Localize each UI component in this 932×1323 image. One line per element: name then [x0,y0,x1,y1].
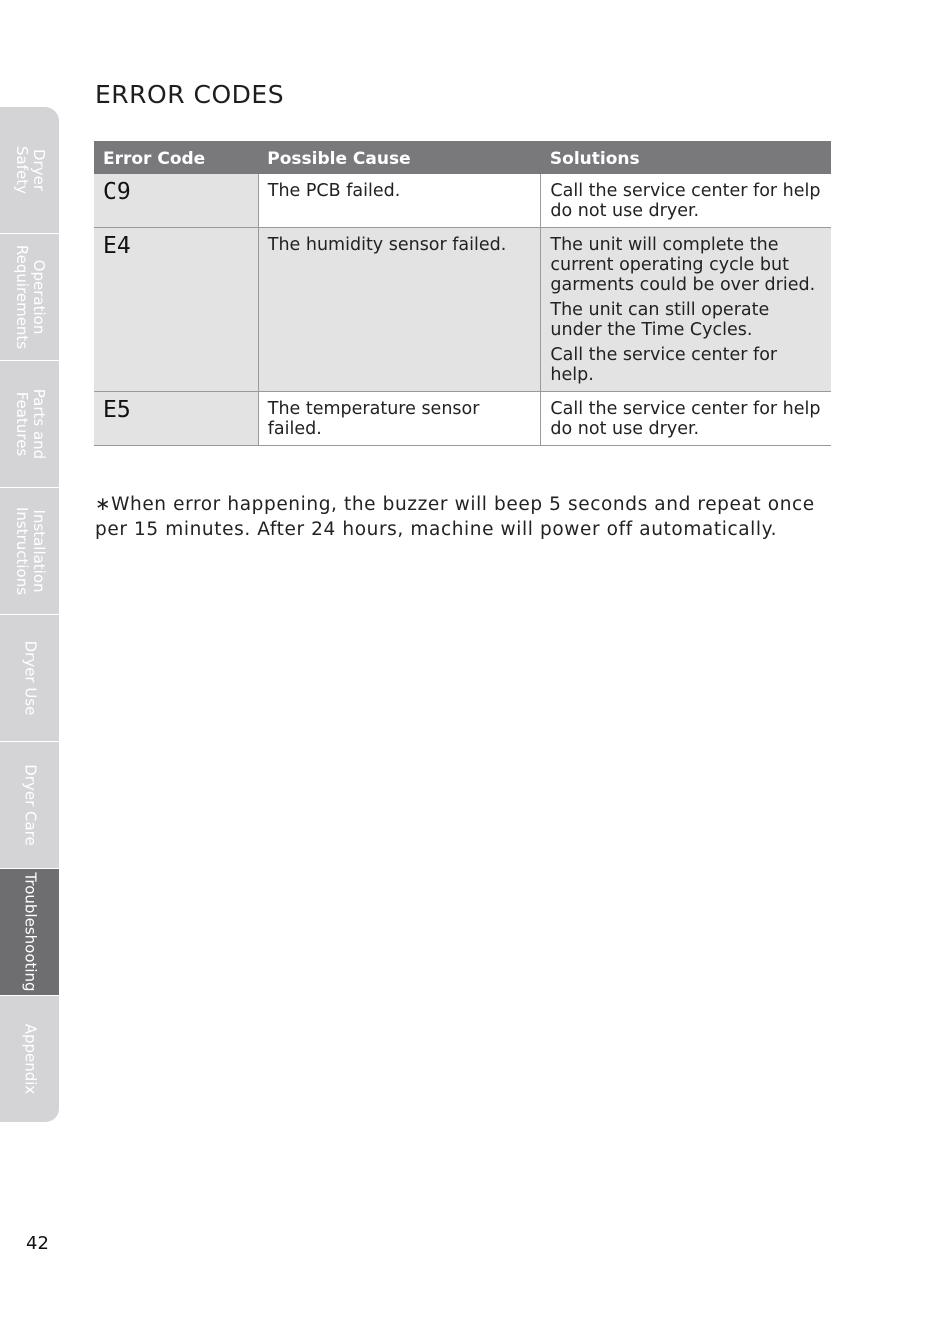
header-error-code: Error Code [94,141,258,174]
tab-dryer-safety[interactable] [0,107,59,234]
tab-troubleshooting[interactable] [0,869,59,996]
tab-label: Dryer Use [21,640,39,716]
error-code-cell: C9 [94,174,258,228]
tab-label: Installation Instructions [12,506,48,596]
table-header-row [94,141,831,174]
header-possible-cause: Possible Cause [258,141,541,174]
table-row [94,392,831,446]
error-code-cell: E4 [94,228,258,392]
table-row [94,228,831,392]
solution-text: The unit can still operate under the Time Cycles. [550,300,770,340]
error-codes-table [94,141,831,446]
page-title: ERROR CODES [95,80,285,109]
tab-parts-and-features[interactable] [0,361,59,488]
tab-dryer-care[interactable] [0,742,59,869]
tab-operation-requirements[interactable] [0,234,59,361]
solution-text: Call the service center for help. [550,345,778,385]
tab-label: Dryer Care [21,764,39,846]
tab-label: Operation Requirements [12,244,48,350]
solution-text: Call the service center for help do not use dryer. [550,181,821,221]
buzzer-note: ∗When error happening, the buzzer will beep 5 seconds and repeat once per 15 minutes. After 24 hours, machine will power off automatically. [95,494,815,540]
tab-installation-instructions[interactable] [0,488,59,615]
cause-cell: The temperature sensor failed. [258,392,541,446]
cause-cell: The PCB failed. [258,174,541,228]
tab-label: Troubleshooting [21,872,39,992]
page-number: 42 [26,1233,49,1254]
tab-label: Appendix [21,1023,39,1095]
cause-cell: The humidity sensor failed. [258,228,541,392]
error-code-cell: E5 [94,392,258,446]
side-tab-nav [0,107,59,1123]
header-solutions: Solutions [541,141,831,174]
tab-label: Parts and Features [12,388,48,460]
solutions-cell [541,392,831,446]
table-row [94,174,831,228]
solutions-cell [541,174,831,228]
tab-appendix[interactable] [0,996,59,1123]
solution-text: The unit will complete the current operating cycle but garments could be over dried. [550,235,816,295]
solution-text: Call the service center for help do not use dryer. [550,399,821,439]
solutions-cell [541,228,831,392]
tab-label: Dryer Safety [12,146,48,194]
tab-dryer-use[interactable] [0,615,59,742]
